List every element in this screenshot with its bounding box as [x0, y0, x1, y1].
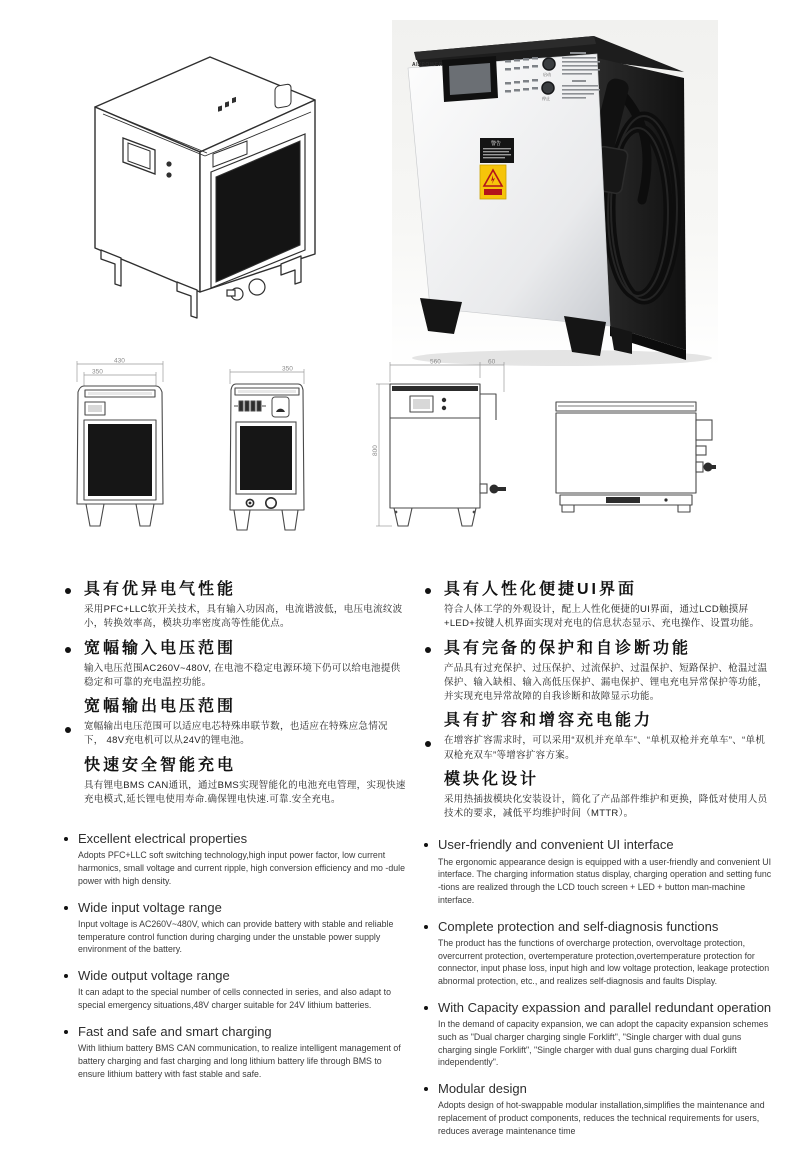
stop-button-label: 停止	[542, 96, 550, 101]
feature-body: 采用PFC+LLC软开关技术，具有输入功因高，电流谐波低，电压电流纹波小，转换效率高，模块功率密度高等性能优点。	[84, 604, 403, 630]
dimension-lines	[77, 361, 163, 386]
dim-label-side-height: 800	[372, 445, 379, 456]
feature-item-cn	[62, 697, 407, 749]
lcd-screen	[442, 56, 498, 102]
feature-title: 具有扩容和增容充电能力	[444, 712, 654, 730]
feature-item-cn	[422, 770, 774, 822]
start-button-label: 启动	[543, 72, 551, 77]
features-column-left	[62, 580, 407, 1092]
dim-label-front-inner: 350	[92, 368, 103, 376]
feature-item-cn	[422, 711, 774, 763]
bullet-dot	[64, 1030, 68, 1034]
dim-label-back-width: 350	[282, 365, 293, 373]
feature-item-en	[422, 1000, 774, 1069]
product-photo	[392, 20, 718, 368]
feature-body: It can adapt to the special number of cells connected in series, and also adapt to special emergency situations,48V charger suitable for 24V lithium batteries.	[78, 987, 391, 1010]
feature-title: 具有优异电气性能	[84, 581, 237, 598]
feature-item-en	[422, 837, 774, 906]
bullet-dot	[424, 925, 428, 929]
feature-item-cn	[422, 639, 774, 705]
warning-label-black	[480, 138, 514, 163]
bullet-dot	[425, 741, 431, 747]
top-view-body	[556, 402, 696, 512]
product-photo-art	[392, 20, 718, 368]
feature-title: 具有完备的保护和自诊断功能	[444, 639, 692, 657]
bullet-dot	[424, 843, 428, 847]
feature-body: 采用热插拔模块化安装设计，简化了产品部件维护和更换，降低对使用人员技术的要求，减低平均维护时间（MTTR）。	[444, 793, 768, 819]
features-en-right	[422, 837, 774, 1137]
feature-title: 宽幅输入电压范围	[84, 639, 237, 657]
feature-title: Complete protection and self-diagnosis functions	[438, 918, 719, 934]
feature-body: Adopts PFC+LLC soft switching technology,high input power factor, low current harmonics, small voltage and current ripple, high conversion efficiency and mo -dule power with high density.	[78, 850, 405, 886]
bullet-dot	[424, 1087, 428, 1091]
feature-title: With Capacity expassion and parallel redundant operation	[438, 999, 772, 1015]
dimension-drawing-top	[548, 396, 716, 526]
feature-item-en	[422, 1081, 774, 1138]
feature-title: Excellent electrical properties	[78, 831, 248, 846]
feature-body: The product has the functions of overcharge protection, overvoltage protection, overcurrent protection, overtemperature protection,overtemperature protection for connector, input phase loss, input high and low voltage protection, leakage protection abnormal protection, etc., and realizes self-diagnosis and faults Display.	[438, 937, 770, 986]
feature-body: 输入电压范围AC260V~480V, 在电池不稳定电源环境下仍可以给电池提供稳定和可靠的充电温控功能。	[84, 662, 401, 688]
bullet-dot	[425, 588, 431, 594]
feature-item-en	[62, 1024, 407, 1081]
feature-body: 符合人体工学的外观设计，配上人性化便捷的UI界面，通过LCD触摸屏+LED+按键人机界面实现对充电的信息状态显示、充电操作、设置功能。	[444, 604, 760, 630]
warning-label-title: 警告	[491, 141, 502, 147]
feature-body: 宽幅输出电压范围可以适应电芯特殊串联节数，也适应在特殊应急情况下， 48V充电机可以从24V的锂电池。	[84, 721, 388, 747]
dimension-lines	[230, 369, 304, 384]
dimension-drawing-front	[72, 356, 168, 540]
side-feet	[394, 508, 476, 526]
feature-title: Wide output voltage range	[78, 968, 230, 983]
feature-item-cn	[62, 756, 407, 808]
feature-item-en	[62, 831, 407, 888]
feature-title: User-friendly and convenient UI interface	[438, 837, 674, 853]
feature-title: 具有人性化便捷UI界面	[444, 581, 638, 598]
bullet-dot	[65, 588, 71, 594]
dim-label-side-depth: 560	[430, 358, 441, 366]
feature-body: Input voltage is AC260V~480V, which can provide battery with stable and reliable temperature control function during charging under the unstable power supply environment of the battery.	[78, 918, 394, 955]
feature-body: Adopts design of hot-swappable modular installation,simplifies the maintenance and replacement of product components, reduces the technical requirements for users, reduces average maintenance time	[438, 1100, 765, 1136]
top-view-connectors	[696, 420, 716, 472]
feature-item-cn	[422, 580, 774, 632]
feature-item-cn	[62, 639, 407, 691]
feature-body: With lithium battery BMS CAN communication, to realize intelligent management of battery charging and fast charging and long lithium battery life through BMS to ensure lithium battery with fast stable and safe.	[78, 1043, 401, 1079]
back-feet	[234, 510, 298, 530]
feature-body: 具有锂电BMS CAN通讯，通过BMS实现智能化的电池充电管理，实现快速充电模式,延长锂电使用寿命.确保锂电快速.可靠.安全充电。	[84, 779, 406, 805]
feature-title: Wide input voltage range	[78, 899, 222, 915]
feature-item-en	[422, 919, 774, 988]
dimension-drawing-back	[226, 364, 308, 534]
bullet-dot	[65, 727, 71, 733]
feature-body: In the demand of capacity expansion, we can adopt the capacity expansion schemes such as "Dual charger charging single Forklift", "Single charger with dual guns charging single Forklift", "Single charger with dual guns charging dual Forklift independently".	[438, 1019, 769, 1068]
front-body	[77, 386, 163, 504]
bullet-dot	[64, 837, 68, 841]
feature-item-cn	[62, 580, 407, 632]
output-connectors	[227, 279, 265, 300]
back-grille	[236, 422, 296, 494]
brand-logo: AIZPOWER	[412, 62, 443, 68]
feature-title: 模块化设计	[444, 770, 540, 788]
dim-label-front-outer: 430	[114, 357, 125, 365]
bullet-dot	[424, 1006, 428, 1010]
feature-body: 产品具有过充保护、过压保护、过流保护、过温保护、短路保护、枪温过温保护、输入缺相、输入高低压保护、漏电保护、锂电充电异常保护等功能，并实现充电异常故障的自我诊断和故障显示功能。	[444, 662, 768, 702]
front-panel	[408, 54, 610, 326]
feature-title: Modular design	[438, 1081, 527, 1096]
bullet-dot	[65, 647, 71, 653]
feature-title: 宽幅输出电压范围	[84, 698, 237, 715]
feature-item-en	[62, 900, 407, 957]
feature-body: The ergonomic appearance design is equipped with a user-friendly and convenient UI interface. The charging information status display, charging operation and setting func -tions are realized through the LCD touch screen + LED + button man-machine interface.	[438, 856, 772, 905]
feature-title: Fast and safe and smart charging	[78, 1023, 272, 1039]
feature-body: 在增容扩容需求时，可以采用“双机并充单车”、“单机双枪并充单车”、“单机双枪充双车”等增容扩容方案。	[444, 735, 766, 761]
feature-title: 快速安全智能充电	[84, 756, 237, 774]
bullet-dot	[64, 974, 68, 978]
dim-label-side-handle: 60	[488, 358, 496, 366]
dimension-drawing-side	[372, 356, 512, 534]
side-bottom-connector	[480, 484, 506, 494]
bullet-dot	[64, 906, 68, 910]
bullet-dot	[425, 647, 431, 653]
feature-item-en	[62, 968, 407, 1012]
features-en-left	[62, 831, 407, 1080]
charger-isometric-drawing	[85, 42, 320, 324]
electric-hazard-label	[480, 165, 506, 199]
front-feet	[86, 504, 154, 526]
features-column-right	[422, 580, 774, 1150]
